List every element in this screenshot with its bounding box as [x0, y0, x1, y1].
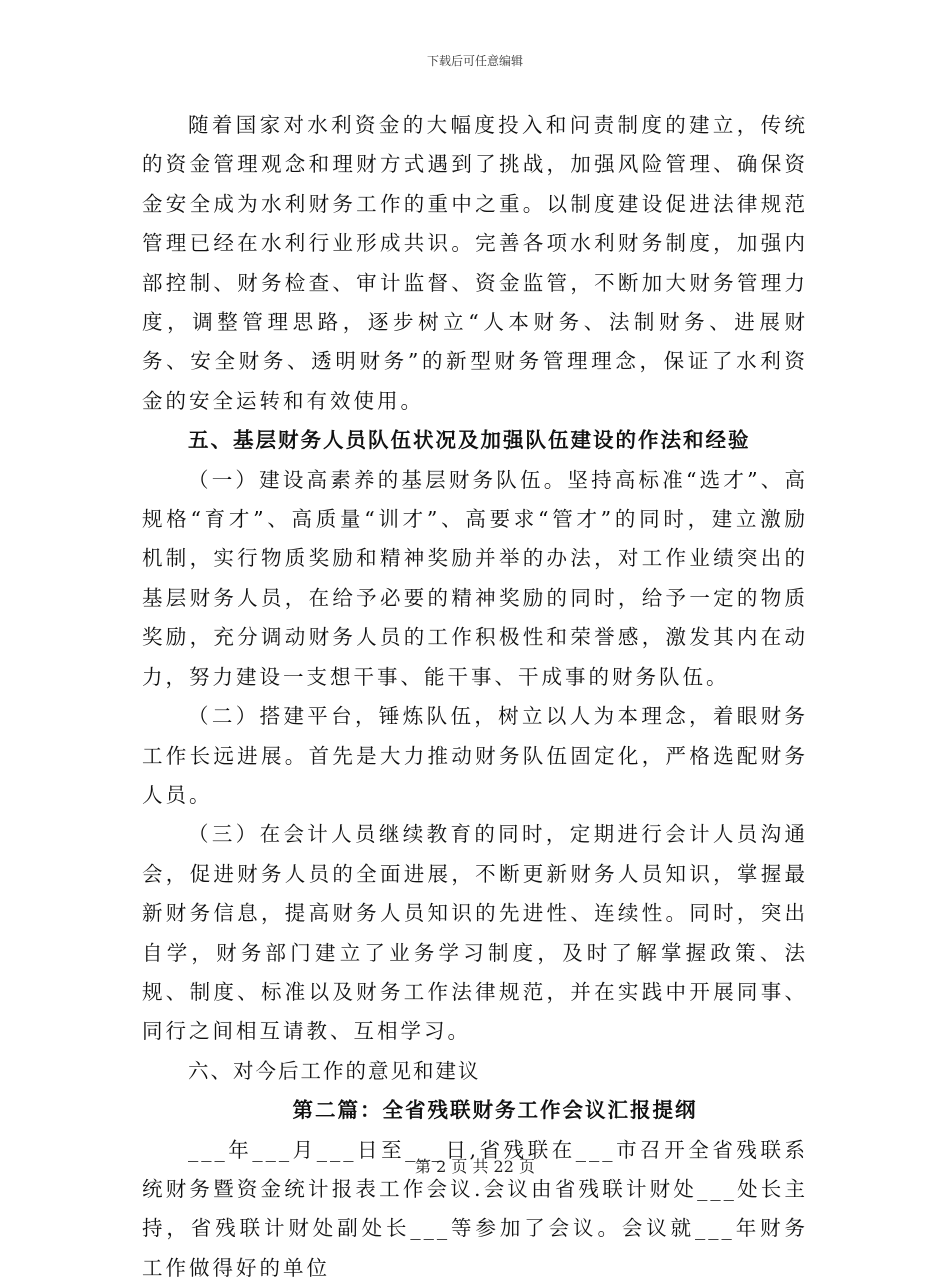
page-footer: 第 2 页 共 22 页: [415, 1157, 535, 1176]
page-header: 下载后可任意编辑: [426, 54, 523, 68]
section-5-heading: 五、基层财务人员队伍状况及加强队伍建设的作法和经验: [188, 428, 751, 453]
intro-paragraph: 随着国家对水利资金的大幅度投入和问责制度的建立，传统的资金管理观念和理财方式遇到了挑战，加强风险管理、确保资金安全成为水利财务工作的重中之重。以制度建设促进法律规范管理已经在水利行业形成共识。完善各项水利财务制度，加强内部控制、财务检查、审计监督、资金监管，不断加大财务管理力度，调整管理思路，逐步树立“人本财务、法制财务、进展财务、安全财务、透明财务”的新型财务管理理念，保证了水利资金的安全运转和有效使用。: [142, 113, 808, 413]
part-2-title: 第二篇：全省残联财务工作会议汇报提纲: [292, 1098, 698, 1123]
section-6-heading: 六、对今后工作的意见和建议: [188, 1058, 481, 1083]
section-5-paragraph-3: （三）在会计人员继续教育的同时，定期进行会计人员沟通会，促进财务人员的全面进展，不断更新财务人员知识，掌握最新财务信息，提高财务人员知识的先进性、连续性。同时，突出自学，财务部门建立了业务学习制度，及时了解掌握政策、法规、制度、标准以及财务工作法律规范，并在实践中开展同事、同行之间相互请教、互相学习。: [142, 822, 808, 1044]
section-5-paragraph-1: （一）建设高素养的基层财务队伍。坚持高标准“选才”、高规格“育才”、高质量“训才”、高要求“管才”的同时，建立激励机制，实行物质奖励和精神奖励并举的办法，对工作业绩突出的基层财务人员，在给予必要的精神奖励的同时，给予一定的物质奖励，充分调动财务人员的工作积极性和荣誉感，激发其内在动力，努力建设一支想干事、能干事、干成事的财务队伍。: [142, 467, 808, 689]
part-2-paragraph-1: ___年___月___日至___日,省残联在___市召开全省残联系统财务暨资金统计报表工作会议.会议由省残联计财处___处长主持，省残联计财处副处长___等参加了会议。会议就___年财务工作做得好的单位: [142, 1137, 808, 1280]
section-5-paragraph-2: （二）搭建平台，锤炼队伍，树立以人为本理念，着眼财务工作长远进展。首先是大力推动财务队伍固定化，严格选配财务人员。: [142, 704, 808, 807]
document-body: [142, 106, 808, 1288]
